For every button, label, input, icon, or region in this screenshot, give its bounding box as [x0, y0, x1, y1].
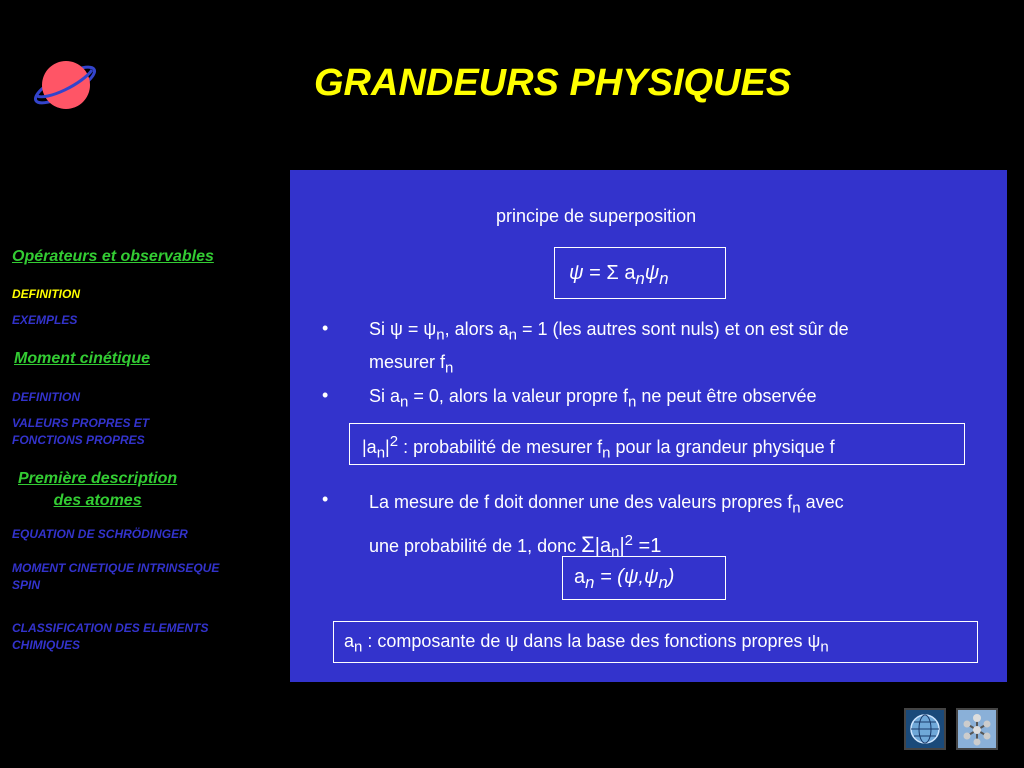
b3-sup: 2 — [624, 531, 633, 549]
sidebar-item-definition[interactable]: DEFINITION — [12, 390, 80, 404]
formula-eq: = — [589, 262, 601, 284]
prob-sup: 2 — [389, 433, 399, 450]
an-comma: , — [638, 566, 644, 588]
an-close: ) — [667, 566, 675, 588]
b1-eq: = — [407, 319, 419, 339]
planet-logo — [30, 56, 100, 114]
sidebar-section-moment[interactable]: Moment cinétique — [14, 350, 151, 367]
b3-l2a: une probabilité de 1, donc — [369, 535, 582, 556]
sidebar-item-spin[interactable] — [12, 560, 219, 594]
b1-rest: = 1 (les autres sont nuls) et on est sûr de — [522, 319, 849, 339]
formula-psin: ψ — [644, 262, 660, 284]
b3-l2d: =1 — [633, 534, 662, 557]
b3-l1a: La mesure de f doit donner une des valeurs propres f — [369, 492, 793, 512]
prob-t2: | — [385, 437, 390, 457]
b1-alors: , alors a — [444, 319, 509, 339]
comp-t2: : composante de — [362, 631, 506, 651]
sidebar-item-spin-line1: MOMENT CINETIQUE INTRINSEQUE — [12, 561, 220, 575]
an-psi: ψ — [623, 566, 639, 588]
b1-psi2: ψ — [423, 319, 437, 339]
formula-a: a — [624, 262, 636, 284]
formula-n2: n — [659, 269, 669, 288]
formula-sigma: Σ — [606, 262, 619, 284]
sidebar-item-valeurs-propres[interactable] — [12, 415, 149, 449]
prob-n2: n — [602, 444, 611, 462]
an-n2: n — [658, 573, 668, 592]
sidebar-section-operateurs[interactable]: Opérateurs et observables — [12, 248, 214, 265]
b3-l2c: | — [619, 534, 625, 557]
sidebar-item-classification-line1: CLASSIFICATION DES ELEMENTS — [12, 621, 209, 635]
b3-n: n — [792, 499, 801, 517]
b1-n: n — [436, 326, 445, 344]
bullet-2-marker: • — [322, 385, 329, 405]
content-panel — [290, 170, 1007, 682]
b3-l1b: avec — [800, 492, 844, 512]
prob-n: n — [376, 444, 386, 462]
formula-psi: ψ — [569, 262, 584, 284]
comp-psi: ψ — [505, 631, 519, 651]
comp-t3: dans la base des fonctions propres — [518, 631, 808, 651]
sidebar-item-spin-line2: SPIN — [12, 578, 41, 592]
b2-n2: n — [628, 393, 637, 411]
panel-heading: principe de superposition — [496, 206, 697, 226]
comp-t1: a — [344, 631, 355, 651]
sidebar-item-valeurs-line1: VALEURS PROPRES ET — [12, 416, 150, 430]
b2-n: n — [400, 393, 409, 411]
an-eq: = ( — [594, 566, 624, 588]
sidebar-item-classification[interactable] — [12, 620, 208, 654]
sidebar-section-atomes[interactable] — [18, 470, 177, 510]
composante-box — [333, 621, 978, 663]
sidebar-section-atomes-line1: Première description — [18, 470, 178, 487]
b2-t3: ne peut être observée — [641, 386, 817, 406]
an-n: n — [585, 573, 595, 592]
prob-t3: : probabilité de mesurer f — [398, 437, 603, 457]
superposition-formula-box — [554, 247, 726, 299]
comp-n: n — [354, 638, 363, 656]
b2-t1: Si a — [369, 386, 401, 406]
bullet-1-marker: • — [322, 318, 329, 338]
comp-n2: n — [820, 638, 829, 656]
b3-n2: n — [611, 543, 620, 561]
an-a: a — [574, 566, 586, 588]
page-title: GRANDEURS PHYSIQUES — [314, 62, 792, 104]
comp-psi2: ψ — [807, 631, 821, 651]
b1-si: Si — [369, 319, 386, 339]
probability-box — [349, 423, 965, 465]
sidebar-item-definition-active[interactable]: DEFINITION — [12, 287, 80, 301]
bullet-2-text — [369, 383, 817, 416]
b3-l2b: |a — [594, 534, 612, 557]
sidebar-item-valeurs-line2: FONCTIONS PROPRES — [12, 433, 145, 447]
sidebar-item-schrodinger[interactable]: EQUATION DE SCHRÖDINGER — [12, 527, 188, 541]
b1-n2: n — [508, 326, 517, 344]
b1-n3: n — [445, 359, 454, 377]
b1-line2: mesurer f — [369, 351, 446, 372]
an-psi2: ψ — [643, 566, 659, 588]
prob-t1: |a — [362, 437, 377, 457]
formula-n: n — [635, 269, 645, 288]
b3-sigma: Σ — [581, 531, 595, 557]
bullet-3-marker: • — [322, 489, 329, 509]
bullet-1-text — [369, 316, 849, 381]
prob-t4: pour la grandeur physique f — [610, 437, 835, 457]
b2-t2: = 0, alors la valeur propre f — [413, 386, 629, 406]
b1-psi: ψ — [390, 319, 403, 339]
an-formula-box — [562, 556, 726, 600]
globe-icon[interactable] — [904, 708, 946, 750]
atomium-icon[interactable] — [956, 708, 998, 750]
sidebar-item-exemples[interactable]: EXEMPLES — [12, 313, 78, 327]
sidebar-item-classification-line2: CHIMIQUES — [12, 638, 81, 652]
sidebar-section-atomes-line2: des atomes — [53, 492, 142, 509]
